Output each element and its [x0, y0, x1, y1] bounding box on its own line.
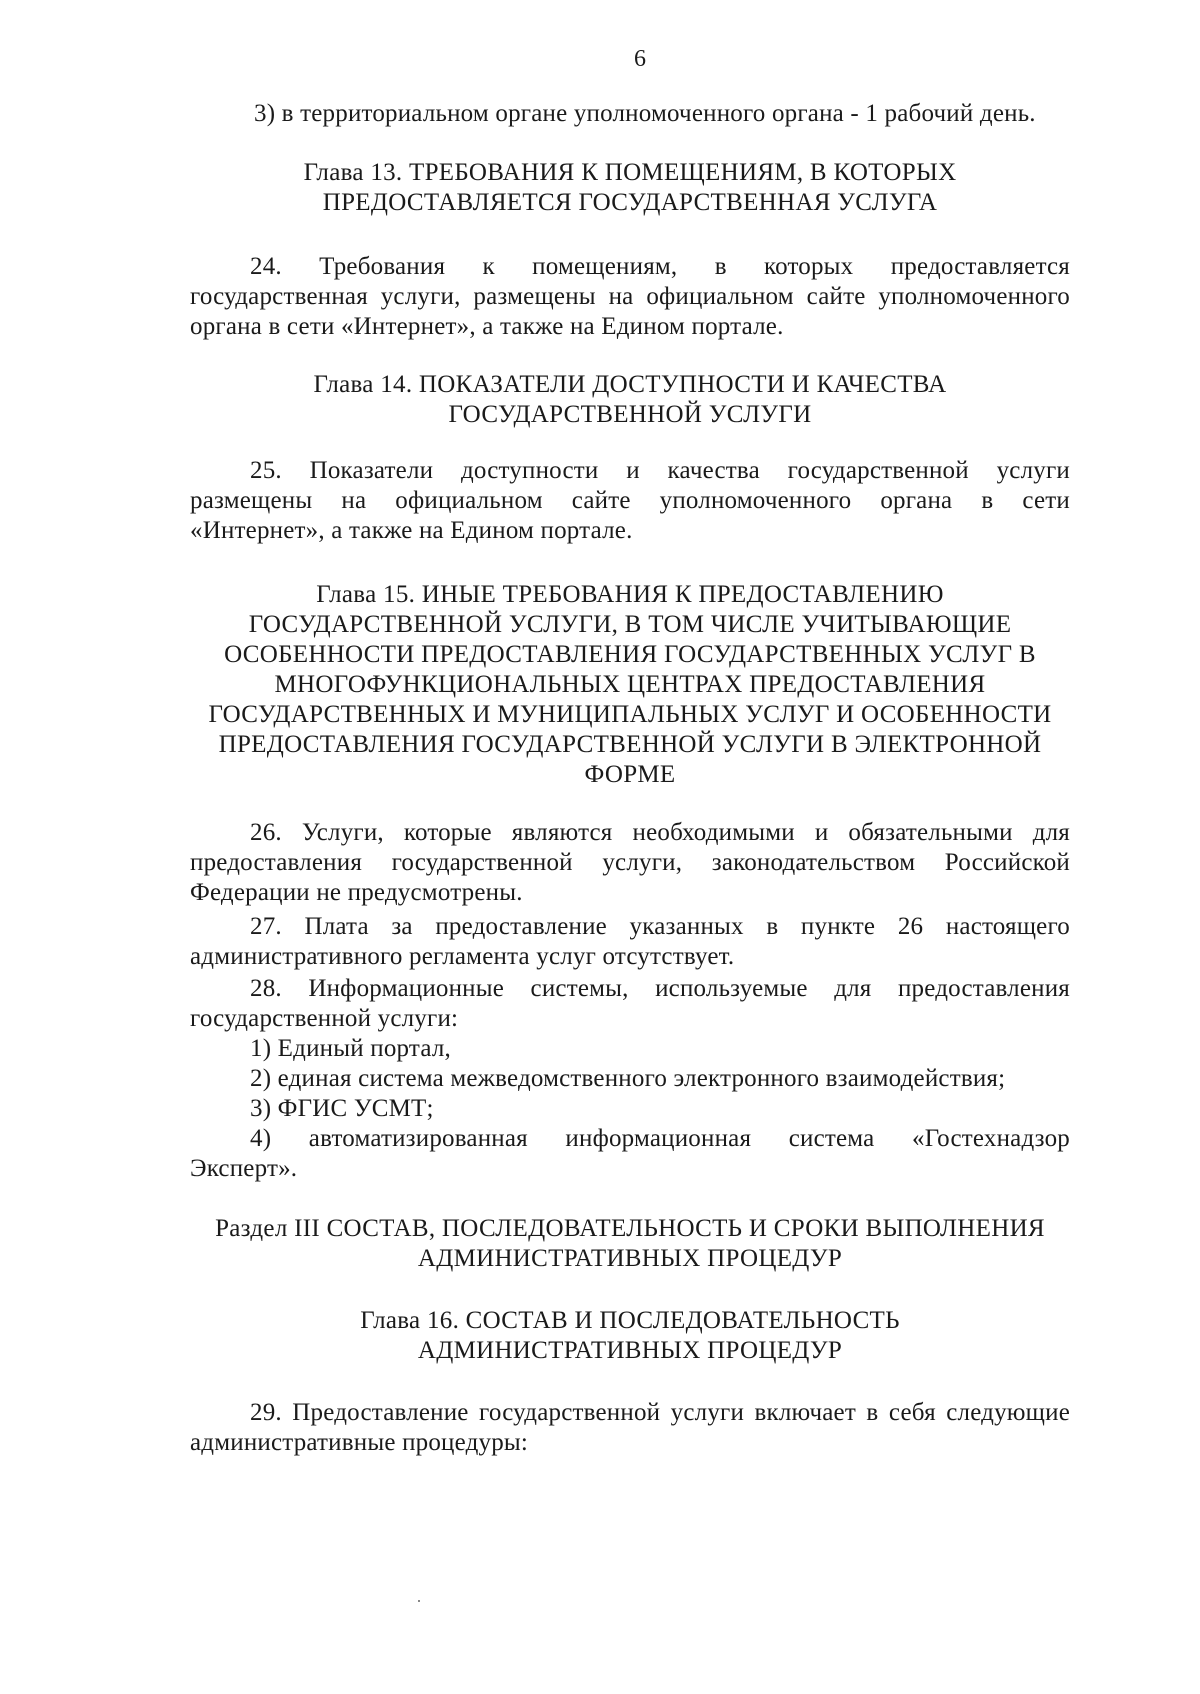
paragraph-line: административные процедуры: [190, 1429, 529, 1456]
paragraph-line: 29. Предоставление государственной услуги включает в себя следующие [250, 1399, 1070, 1426]
paragraph-line: 25. Показатели доступности и качества государственной услуги [250, 457, 1070, 484]
chapter-14-heading-line: ГОСУДАРСТВЕННОЙ УСЛУГИ [448, 401, 812, 428]
list-item: 3) ФГИС УСМТ; [250, 1095, 434, 1122]
paragraph-25 [190, 456, 1070, 546]
paragraph-29 [190, 1398, 1070, 1458]
paragraph-27 [190, 912, 1070, 972]
paragraph-line: органа в сети «Интернет», а также на Едином портале. [190, 313, 784, 340]
chapter-15-heading-line: ПРЕДОСТАВЛЕНИЯ ГОСУДАРСТВЕННОЙ УСЛУГИ В ЭЛЕКТРОННОЙ [218, 731, 1042, 758]
top-line-item-3: 3) в территориальном органе уполномоченного органа - 1 рабочий день. [254, 100, 1036, 127]
paragraph-line: Федерации не предусмотрены. [190, 879, 523, 906]
section-3-heading-line: Раздел III СОСТАВ, ПОСЛЕДОВАТЕЛЬНОСТЬ И СРОКИ ВЫПОЛНЕНИЯ [215, 1215, 1045, 1242]
paragraph-line: «Интернет», а также на Едином портале. [190, 517, 633, 544]
list-item-continuation: Эксперт». [190, 1155, 298, 1182]
paragraph-line: 24. Требования к помещениям, в которых предоставляется [250, 253, 1070, 280]
chapter-15-heading-line: ГОСУДАРСТВЕННОЙ УСЛУГИ, В ТОМ ЧИСЛЕ УЧИТЫВАЮЩИЕ [248, 611, 1012, 638]
paragraph-line: административного регламента услуг отсутствует. [190, 943, 735, 970]
chapter-14-heading-line: Глава 14. ПОКАЗАТЕЛИ ДОСТУПНОСТИ И КАЧЕСТВА [313, 371, 947, 398]
chapter-15-heading [190, 580, 1070, 790]
list-item: 2) единая система межведомственного электронного взаимодействия; [250, 1065, 1006, 1092]
paragraph-line: 26. Услуги, которые являются необходимыми и обязательными для [250, 819, 1070, 846]
chapter-15-heading-line: МНОГОФУНКЦИОНАЛЬНЫХ ЦЕНТРАХ ПРЕДОСТАВЛЕНИЯ [274, 671, 986, 698]
paragraph-line: 27. Плата за предоставление указанных в пункте 26 настоящего [250, 913, 1070, 940]
chapter-13-heading-line: ПРЕДОСТАВЛЯЕТСЯ ГОСУДАРСТВЕННАЯ УСЛУГА [322, 189, 938, 216]
paragraph-line: государственная услуги, размещены на официальном сайте уполномоченного [190, 283, 1070, 310]
chapter-15-heading-line: Глава 15. ИНЫЕ ТРЕБОВАНИЯ К ПРЕДОСТАВЛЕНИЮ [316, 581, 944, 608]
scan-speck [418, 1600, 420, 1602]
chapter-15-heading-line: ФОРМЕ [584, 761, 676, 788]
section-3-heading-line: АДМИНИСТРАТИВНЫХ ПРОЦЕДУР [417, 1245, 843, 1272]
paragraph-line: предоставления государственной услуги, законодательством Российской [190, 849, 1070, 876]
chapter-13-heading-line: Глава 13. ТРЕБОВАНИЯ К ПОМЕЩЕНИЯМ, В КОТОРЫХ [303, 159, 957, 186]
paragraph-line: 28. Информационные системы, используемые для предоставления [250, 975, 1070, 1002]
paragraph-28 [190, 974, 1070, 1184]
paragraph-24 [190, 252, 1070, 342]
chapter-15-heading-line: ГОСУДАРСТВЕННЫХ И МУНИЦИПАЛЬНЫХ УСЛУГ И ОСОБЕННОСТИ [208, 701, 1052, 728]
list-item: 4) автоматизированная информационная система «Гостехнадзор [250, 1125, 1070, 1152]
chapter-16-heading-line: Глава 16. СОСТАВ И ПОСЛЕДОВАТЕЛЬНОСТЬ [360, 1307, 900, 1334]
chapter-15-heading-line: ОСОБЕННОСТИ ПРЕДОСТАВЛЕНИЯ ГОСУДАРСТВЕННЫХ УСЛУГ В [224, 641, 1036, 668]
chapter-13-heading [190, 158, 1070, 218]
chapter-16-heading [190, 1306, 1070, 1366]
paragraph-26 [190, 818, 1070, 908]
section-3-heading [180, 1214, 1080, 1274]
paragraph-line: государственной услуги: [190, 1005, 459, 1032]
chapter-14-heading [190, 370, 1070, 430]
paragraph-line: размещены на официальном сайте уполномоченного органа в сети [190, 487, 1070, 514]
chapter-16-heading-line: АДМИНИСТРАТИВНЫХ ПРОЦЕДУР [417, 1337, 843, 1364]
page-number: 6 [634, 46, 646, 72]
list-item: 1) Единый портал, [250, 1035, 451, 1062]
